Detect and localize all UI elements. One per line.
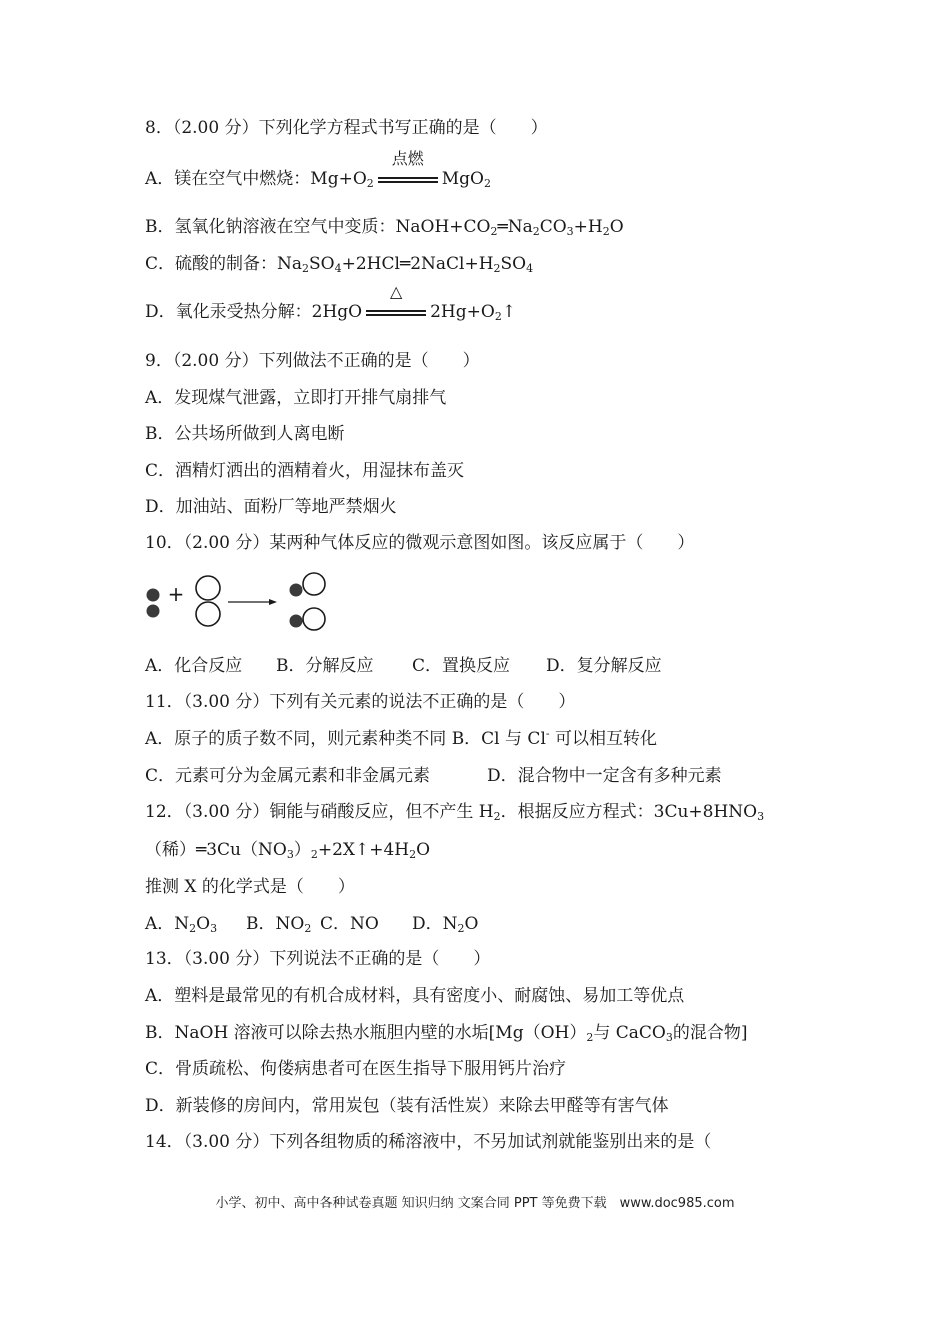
q11-options-cd	[145, 765, 722, 787]
product-light-atom-2	[303, 608, 325, 630]
q9-option-c: C．酒精灯洒出的酒精着火，用湿抹布盖灭	[145, 461, 465, 481]
heat-label: △	[389, 282, 403, 301]
q10-option-a: A．化合反应	[145, 656, 243, 676]
q13-b-post: 的混合物]	[672, 1023, 748, 1043]
q13-option-a: A．塑料是最常见的有机合成材料，具有密度小、耐腐蚀、易加工等优点	[145, 986, 685, 1006]
q12-option-a: A．$N_2O_3$	[145, 914, 218, 935]
q10-option-b: B．分解反应	[276, 656, 374, 676]
q9-option-b: B．公共场所做到人离电断	[145, 424, 345, 444]
q13-option-d: D．新装修的房间内，常用炭包（装有活性炭）来除去甲醛等有害气体	[145, 1096, 669, 1116]
q11-option-b	[452, 729, 657, 749]
q10-options	[145, 655, 662, 677]
q13-option-c: C．骨质疏松、佝偻病患者可在医生指导下服用钙片治疗	[145, 1059, 567, 1079]
q8-option-a: A．镁在空气中燃烧：$Mg+O_2$ 点燃 MgO$_2$	[145, 149, 491, 190]
q13-stem: 13．（3.00 分）下列说法不正确的是（ ）	[145, 949, 491, 969]
q13-b-pre: B．NaOH 溶液可以除去热水瓶胆内壁的水垢[Mg（OH）	[145, 1023, 587, 1043]
q12-option-d: D．$N_2O$	[412, 914, 479, 935]
plus-sign: +	[167, 582, 185, 606]
reaction-arrow-head	[269, 599, 277, 605]
q11-option-c: C．元素可分为金属元素和非金属元素	[145, 766, 431, 786]
product-dark-atom-1	[290, 584, 303, 597]
q11-b-post: 可以相互转化	[555, 729, 658, 749]
q8-option-b: B．氢氧化钠溶液在空气中变质：$NaOH+CO_2═Na_2CO_3+H_2O$	[145, 217, 624, 238]
q12-equation: （稀）$═3Cu(NO_3)_2+2X↑+4H_2O$	[145, 840, 431, 861]
reaction-condition-heat	[364, 282, 428, 323]
q8-c-label: C．硫酸的制备：	[145, 254, 278, 274]
q11-options-ab	[145, 728, 657, 750]
reaction-micro-diagram	[140, 570, 340, 636]
q12-line2-pre: （稀）═3Cu（NO	[145, 840, 287, 860]
q11-b-pre: B．Cl 与 Cl	[451, 729, 546, 749]
q11-option-d: D．混合物中一定含有多种元素	[487, 766, 722, 786]
q8-b-label: B．氢氧化钠溶液在空气中变质：	[145, 217, 396, 237]
q13-option-b: B．NaOH 溶液可以除去热水瓶胆内壁的水垢[$Mg(OH)_2$与 CaCO$_3$的混合物]	[145, 1023, 748, 1044]
q12-ask: 推测 X 的化学式是（ ）	[145, 877, 355, 897]
q12-head-pre: 12．（3.00 分）铜能与硝酸反应，但不产生 H	[145, 802, 494, 822]
product-light-atom-1	[303, 573, 325, 595]
q11-option-a: A．原子的质子数不同，则元素种类不同	[145, 729, 447, 749]
q10-option-d: D．复分解反应	[546, 656, 662, 676]
product-dark-atom-2	[290, 615, 303, 628]
q12-option-b: B．$NO_2$	[246, 914, 312, 935]
q12-stem: 12．（3.00 分）铜能与硝酸反应，但不产生 $H_2$．根据反应方程式：$3Cu+8HNO_3$	[145, 802, 765, 823]
reaction-condition-ignite	[376, 149, 440, 190]
ignite-label: 点燃	[391, 149, 424, 168]
reactant-light-atom-2	[196, 602, 220, 626]
reactant-light-atom-1	[196, 576, 220, 600]
q11-stem: 11．（3.00 分）下列有关元素的说法不正确的是（ ）	[145, 692, 576, 712]
q9-option-d: D．加油站、面粉厂等地严禁烟火	[145, 497, 397, 517]
q12-option-c: C．NO	[320, 914, 379, 934]
q14-stem: 14．（3.00 分）下列各组物质的稀溶液中，不另加试剂就能鉴别出来的是（	[145, 1132, 712, 1152]
q10-stem: 10．（2.00 分）某两种气体反应的微观示意图如图。该反应属于（ ）	[145, 533, 695, 553]
q8-option-d: D．氧化汞受热分解：2HgO △ $2Hg+O_2↑$	[145, 282, 517, 323]
q12-head-post: ．根据反应方程式：3Cu+8HNO	[500, 802, 758, 822]
q8-d-label: D．氧化汞受热分解：	[145, 302, 312, 322]
q8-option-c: C．硫酸的制备：$Na_2SO_4+2HCl═2NaCl+H_2SO_4$	[145, 254, 534, 275]
q11-b-charge: -	[545, 727, 550, 740]
page-footer: 小学、初中、高中各种试卷真题 知识归纳 文案合同 PPT 等免费下载 www.doc985.com	[215, 1196, 735, 1211]
q9-stem: 9．（2.00 分）下列做法不正确的是（ ）	[145, 351, 480, 371]
q12-options	[145, 913, 478, 935]
reactant-dark-atom-2	[147, 605, 160, 618]
reactant-dark-atom-1	[147, 589, 160, 602]
q8-a-label: A．镁在空气中燃烧：	[145, 169, 311, 189]
q9-option-a: A．发现煤气泄露，立即打开排气扇排气	[145, 388, 447, 408]
q10-option-c: C．置换反应	[412, 656, 511, 676]
q12-line2-post: +2X↑+4H	[317, 840, 410, 860]
q13-b-mid: 与 CaCO	[593, 1023, 666, 1043]
q8-stem: 8．（2.00 分）下列化学方程式书写正确的是（ ）	[145, 118, 548, 138]
